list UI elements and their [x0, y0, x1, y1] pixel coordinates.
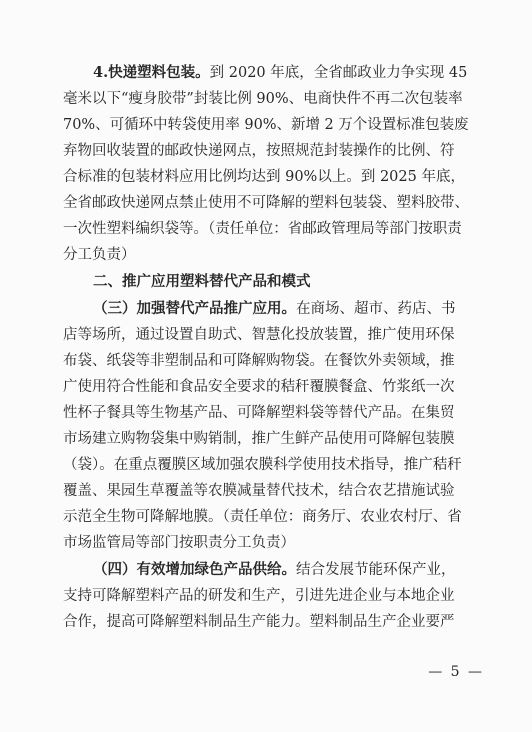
line-text: 结合发展节能环保产业， [296, 562, 456, 578]
item-lead: （三）加强替代产品推广应用。 [93, 300, 296, 317]
paragraph-line [93, 64, 469, 82]
paragraph-line: 全省邮政快递网点禁止使用不可降解的塑料包装袋、塑料胶带、 [63, 195, 469, 211]
paragraph-line: 合作，提高可降解塑料制品生产能力。塑料制品生产企业要严 [63, 614, 455, 630]
paragraph-line: 毫米以下“瘦身胶带”封装比例 90%、电商快件不再二次包装率 [63, 91, 463, 107]
paragraph-line: 支持可降解塑料产品的研发和生产，引进先进企业与本地企业 [63, 588, 455, 604]
paragraph-line: 70%、可循环中转袋使用率 90%、新增 2 万个设置标准包装废 [63, 117, 469, 133]
item-lead: 4.快递塑料包装。 [93, 64, 210, 81]
paragraph-line: 示范全生物可降解地膜。（责任单位：商务厅、农业农村厅、省 [63, 509, 462, 525]
paragraph-line: 覆盖、果园生草覆盖等农膜减量替代技术，结合农艺措施试验 [63, 483, 455, 499]
paragraph-line: （袋）。在重点覆膜区域加强农膜科学使用技术指导，推广秸秆 [63, 457, 462, 473]
paragraph-line: 广使用符合性能和食品安全要求的秸秆覆膜餐盒、竹浆纸一次 [63, 379, 455, 395]
paragraph-line: 市场建立购物袋集中购销制，推广生鲜产品使用可降解包装膜 [63, 431, 455, 447]
section-heading: 二、推广应用塑料替代产品和模式 [93, 274, 311, 290]
paragraph-line: 分工负责） [63, 247, 136, 263]
paragraph-line: 弃物回收装置的邮政快递网点，按照规范封装操作的比例、符 [63, 143, 455, 159]
paragraph-line: 市场监管局等部门按职责分工负责） [63, 535, 295, 551]
paragraph-line [93, 300, 469, 318]
paragraph-line: 一次性塑料编织袋等。（责任单位：省邮政管理局等部门按职责 [63, 221, 462, 237]
paragraph-line: 合标准的包装材料应用比例均达到 90%以上。到 2025 年底， [63, 169, 465, 185]
paragraph-line: 性杯子餐具等生物基产品、可降解塑料袋等替代产品。在集贸 [63, 405, 455, 421]
item-lead: （四）有效增加绿色产品供给。 [93, 561, 296, 578]
line-text: 到 2020 年底，全省邮政业力争实现 45 [209, 65, 468, 81]
paragraph-line: 店等场所，通过设置自助式、智慧化投放装置，推广使用环保 [63, 327, 455, 343]
line-text: 在商场、超市、药店、书 [296, 301, 456, 317]
paragraph-line [93, 561, 469, 579]
paragraph-line: 布袋、纸袋等非塑制品和可降解购物袋。在餐饮外卖领域，推 [63, 353, 455, 369]
page-number: — 5 — [428, 664, 484, 680]
